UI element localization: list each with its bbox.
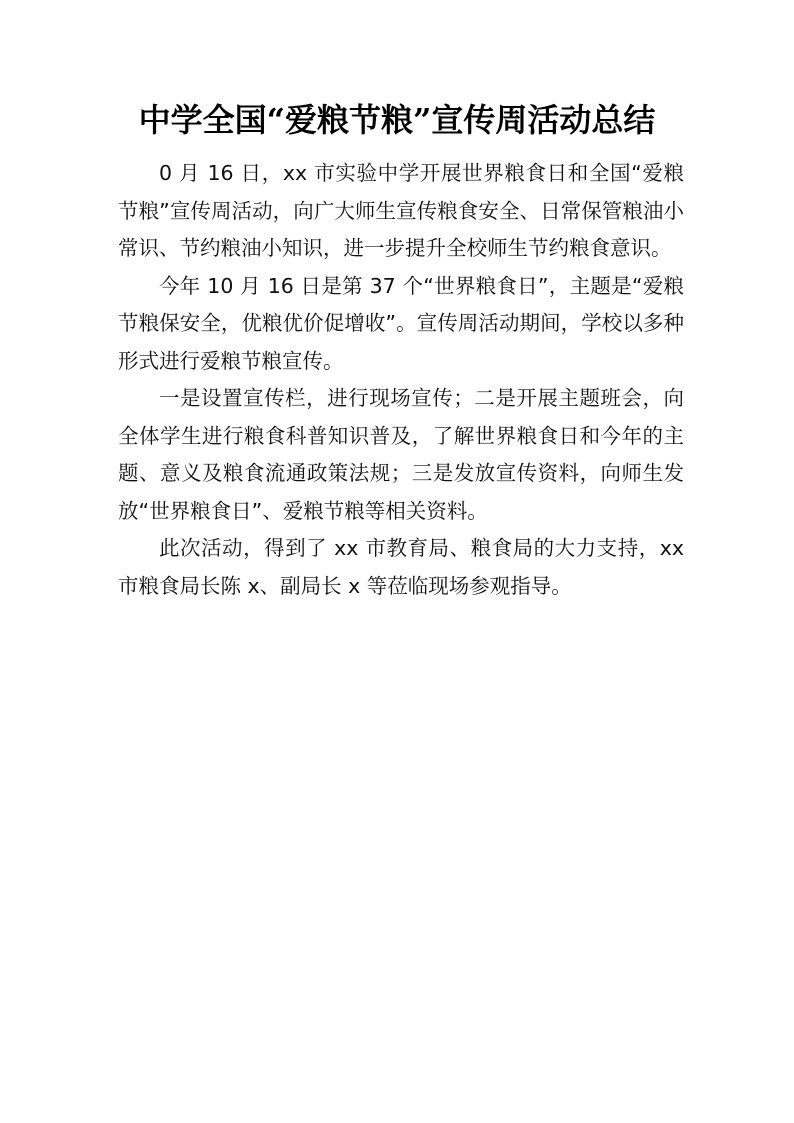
paragraph-2: 今年 10 月 16 日是第 37 个“世界粮食日”，主题是“爱粮节粮保安全，优粮优价促增收”。宣传周活动期间，学校以多种形式进行爱粮节粮宣传。: [118, 273, 684, 373]
paragraph-3: 一是设置宣传栏，进行现场宣传；二是开展主题班会，向全体学生进行粮食科普知识普及，了解世界粮食日和今年的主题、意义及粮食流通政策法规；三是发放宣传资料，向师生发放“世界粮食日”、爱粮节粮等相关资料。: [118, 386, 684, 523]
paragraph-4: 此次活动，得到了 xx 市教育局、粮食局的大力支持，xx 市粮食局长陈 x、副局长 x 等莅临现场参观指导。: [118, 536, 684, 598]
document-body: [118, 155, 684, 605]
paragraph-1: 0 月 16 日，xx 市实验中学开展世界粮食日和全国“爱粮节粮”宣传周活动，向广大师生宣传粮食安全、日常保管粮油小常识、节约粮油小知识，进一步提升全校师生节约粮食意识。: [118, 161, 684, 260]
document-title: 中学全国“爱粮节粮”宣传周活动总结: [138, 101, 656, 139]
